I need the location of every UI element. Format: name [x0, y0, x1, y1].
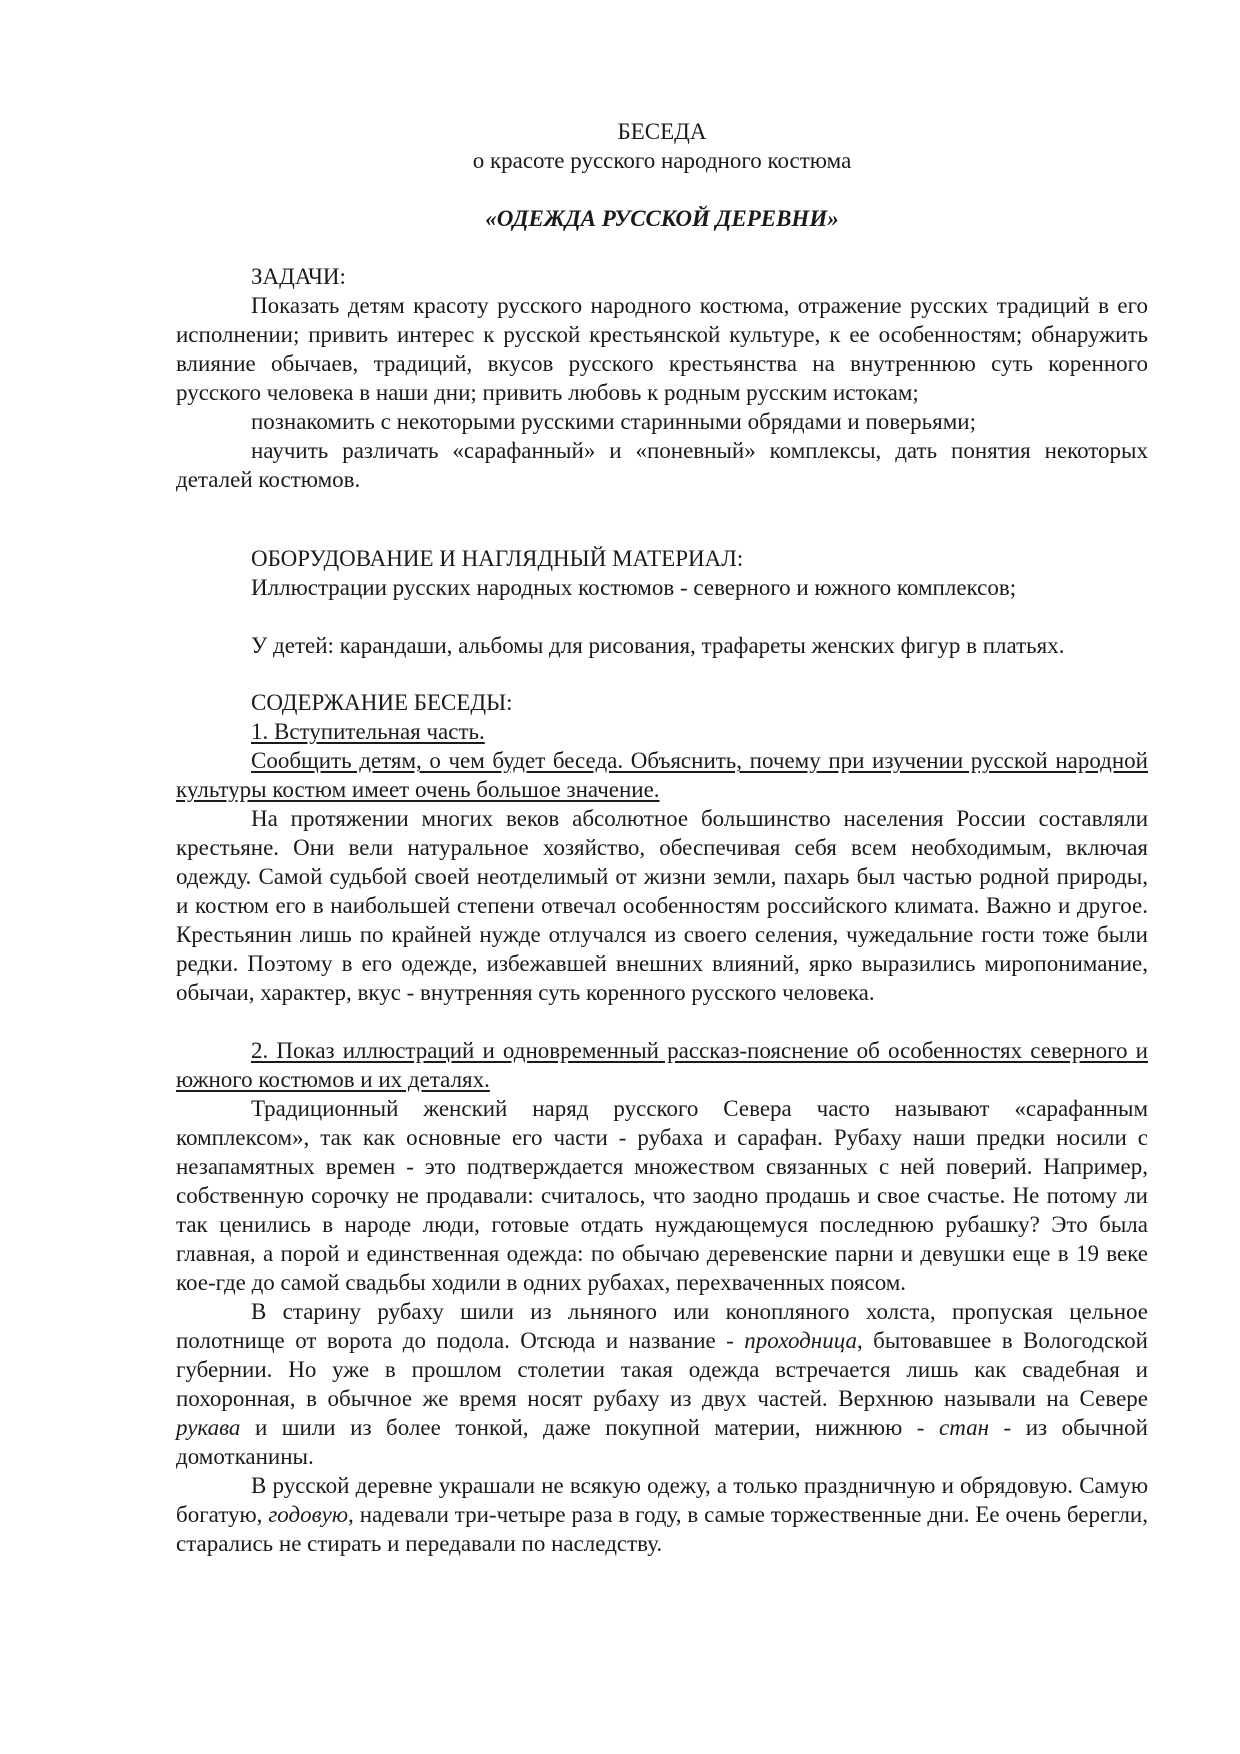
term-prohodnitsa: проходница: [744, 1328, 857, 1353]
tasks-section: [176, 262, 1148, 494]
document-subtitle: о красоте русского народного костюма: [472, 148, 852, 173]
document-title: БЕСЕДА: [617, 119, 707, 144]
part1-title: 1. Вступительная часть.: [251, 719, 485, 744]
equipment-heading: ОБОРУДОВАНИЕ И НАГЛЯДНЫЙ МАТЕРИАЛ:: [251, 546, 744, 571]
equipment-section: [176, 544, 1148, 660]
tasks-paragraph-1: Показать детям красоту русского народного костюма, отражение русских традиций в его исполнении; привить интерес к русской крестьянской культуре, к ее особенностям; обнаружить влияние обычаев, традиций, вкусов русского крестьянства на внутреннюю суть коренного русского человека в наши дни; привить любовь к родным русским истокам;: [176, 293, 1148, 405]
term-rukava: рукава: [176, 1415, 241, 1440]
part2-paragraph-1: Традиционный женский наряд русского Севера часто называют «сарафанным комплексом», так как основные его части - рубаха и сарафан. Рубаху наши предки носили с незапамятных времен - это подтверждается множеством связанных с ней поверий. Например, собственную сорочку не продавали: считалось, что заодно продашь и свое счастье. Не потому ли так ценились в народе люди, готовые отдать нуждающемуся последнюю рубашку? Это была главная, а порой и единственная одежда: по обычаю деревенские парни и девушки еще в 19 веке кое-где до самой свадьбы ходили в одних рубахах, перехваченных поясом.: [176, 1096, 1148, 1295]
tasks-paragraph-2: познакомить с некоторыми русскими старинными обрядами и поверьями;: [251, 409, 977, 434]
equipment-paragraph-1: Иллюстрации русских народных костюмов - северного и южного комплексов;: [251, 575, 1017, 600]
part2-paragraph-2: В старину рубаху шили из льняного или конопляного холста, пропуская цельное полотнище от ворота до подола. Отсюда и название - проходница, бытовавшее в Вологодской губернии. Но уже в прошлом столетии такая одежда встречается лишь как свадебная и похоронная, в обычное же время носят рубаху из двух частей. Верхнюю называли на Севере рукава и шили из более тонкой, даже покупной материи, нижнюю - стан - из обычной домотканины.: [176, 1299, 1148, 1469]
main-title: «ОДЕЖДА РУССКОЙ ДЕРЕВНИ»: [485, 206, 839, 231]
term-stan: стан: [938, 1415, 989, 1440]
term-godovaya: годовую: [268, 1502, 349, 1527]
part2-paragraph-3: В русской деревне украшали не всякую одежу, а только праздничную и обрядовую. Самую богатую, годовую, надевали три-четыре раза в году, в самые торжественные дни. Ее очень берегли, старались не стирать и передавали по наследству.: [176, 1473, 1148, 1556]
equipment-paragraph-2: У детей: карандаши, альбомы для рисования, трафареты женских фигур в платьях.: [251, 633, 1065, 658]
content-section: [176, 688, 1148, 1558]
content-heading: СОДЕРЖАНИЕ БЕСЕДЫ:: [251, 690, 513, 715]
part2-title: 2. Показ иллюстраций и одновременный рассказ-пояснение об особенностях северного и южного костюмов и их деталях.: [176, 1038, 1148, 1092]
tasks-paragraph-3: научить различать «сарафанный» и «поневный» комплексы, дать понятия некоторых деталей костюмов.: [176, 438, 1148, 492]
part1-task: Сообщить детям, о чем будет беседа. Объяснить, почему при изучении русской народной культуры костюм имеет очень большое значение.: [176, 748, 1148, 802]
tasks-heading: ЗАДАЧИ:: [251, 264, 346, 289]
part1-text: На протяжении многих веков абсолютное большинство населения России составляли крестьяне. Они вели натуральное хозяйство, обеспечивая себя всем необходимым, включая одежду. Самой судьбой своей неотделимый от жизни земли, пахарь был частью родной природы, и костюм его в наибольшей степени отвечал особенностям российского климата. Важно и другое. Крестьянин лишь по крайней нужде отлучался из своего селения, чужедальние гости тоже были редки. Поэтому в его одежде, избежавшей внешних влияний, ярко выразились миропонимание, обычаи, характер, вкус - внутренняя суть коренного русского человека.: [176, 806, 1148, 1005]
